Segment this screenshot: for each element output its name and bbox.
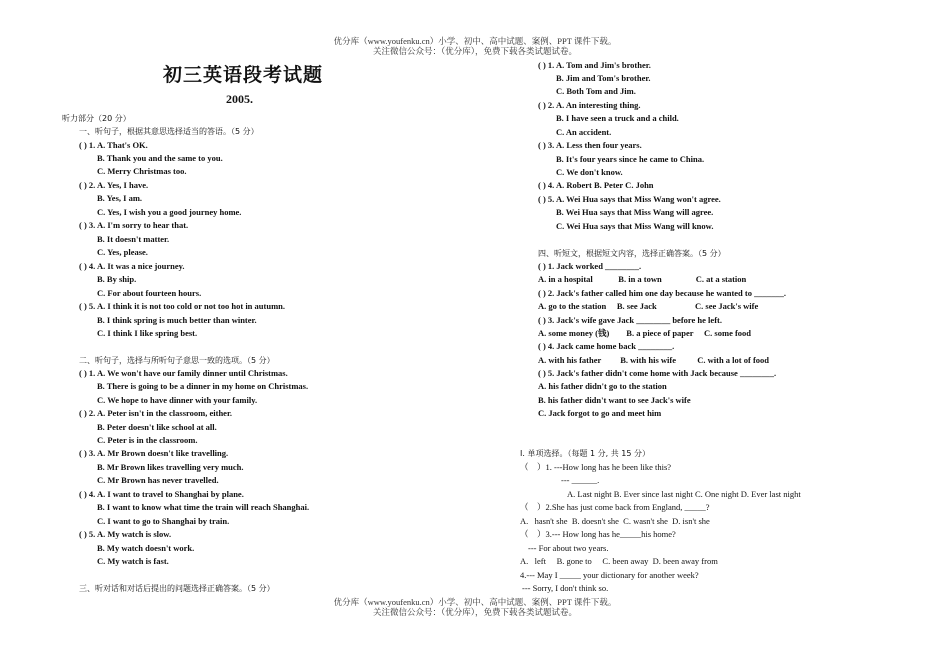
left-line: C. Mr Brown has never travelled. xyxy=(97,475,219,485)
left-line: B. Peter doesn't like school at all. xyxy=(97,422,217,432)
right-line: ( ) 4. A. Robert B. Peter C. John xyxy=(538,180,654,190)
right-line: ( ) 1. A. Tom and Jim's brother. xyxy=(538,60,651,70)
left-line: 二、听句子，选择与所听句子意思一致的选项。（5 分） xyxy=(79,356,275,365)
left-line: B. Thank you and the same to you. xyxy=(97,153,223,163)
right-line: ( ) 5. A. Wei Hua says that Miss Wang won't agree. xyxy=(538,194,721,204)
right-line: B. Jim and Tom's brother. xyxy=(556,73,651,83)
exam-title: 初三英语段考试题 xyxy=(163,64,324,86)
left-line: ( ) 1. A. That's OK. xyxy=(79,140,148,150)
right-line: ( ) 3. Jack's wife gave Jack ________ before he left. xyxy=(538,315,722,325)
left-line: ( ) 2. A. Peter isn't in the classroom, either. xyxy=(79,408,233,418)
left-line: C. Yes, I wish you a good journey home. xyxy=(97,207,242,217)
right-line: A. some money (钱) B. a piece of paper C. some food xyxy=(538,328,752,338)
left-line: B. By ship. xyxy=(97,274,137,284)
left-line: ( ) 4. A. It was a nice journey. xyxy=(79,261,185,271)
right-line: A. Last night B. Ever since last night C. One night D. Ever last night xyxy=(567,489,801,499)
left-line: C. We hope to have dinner with your family. xyxy=(97,395,258,405)
right-line: C. Both Tom and Jim. xyxy=(556,86,636,96)
right-line: C. Wei Hua says that Miss Wang will know. xyxy=(556,221,714,231)
right-line: ( ) 2. A. An interesting thing. xyxy=(538,100,641,110)
page-footer xyxy=(0,597,950,617)
right-line: ( ) 5. Jack's father didn't come home with Jack because ________. xyxy=(538,368,777,378)
left-line: B. There is going to be a dinner in my home on Christmas. xyxy=(97,381,309,391)
left-line: ( ) 1. A. We won't have our family dinner until Christmas. xyxy=(79,368,288,378)
right-line: ( ) 2. Jack's father called him one day because he wanted to _______. xyxy=(538,288,786,298)
right-line: A. hasn't she B. doesn't she C. wasn't she D. isn't she xyxy=(520,516,710,526)
left-line: B. I want to know what time the train will reach Shanghai. xyxy=(97,502,310,512)
right-line: ( ) 4. Jack came home back ________. xyxy=(538,341,675,351)
right-line: A. in a hospital B. in a town C. at a station xyxy=(538,274,747,284)
right-line: B. Wei Hua says that Miss Wang will agree. xyxy=(556,207,714,217)
left-line: C. I think I like spring best. xyxy=(97,328,198,338)
footer-line-2: 关注微信公众号：（优分库），免费下载各类试题试卷。 xyxy=(372,607,577,617)
right-line: B. It's four years since he came to China. xyxy=(556,154,705,164)
left-line: ( ) 5. A. I think it is not too cold or not too hot in autumn. xyxy=(79,301,285,311)
right-line: （ ）3.--- How long has he_____his home? xyxy=(520,529,676,539)
right-line: （ ）2.She has just come back from England, _____? xyxy=(520,502,710,512)
right-line: C. Jack forgot to go and meet him xyxy=(538,408,662,418)
left-line: ( ) 3. A. Mr Brown doesn't like travelling. xyxy=(79,448,229,458)
right-line: A. with his father B. with his wife C. with a lot of food xyxy=(538,355,770,365)
right-line: B. I have seen a truck and a child. xyxy=(556,113,679,123)
footer-line-1: 优分库（www.youfenku.cn）小学、初中、高中试题、案例、PPT 课件下载。 xyxy=(333,597,617,607)
right-line: ( ) 3. A. Less then four years. xyxy=(538,140,642,150)
left-line: C. My watch is fast. xyxy=(97,556,169,566)
left-line: C. Peter is in the classroom. xyxy=(97,435,198,445)
header-line-1: 优分库（www.youfenku.cn）小学、初中、高中试题、案例、PPT 课件下载。 xyxy=(333,36,617,46)
left-line: ( ) 4. A. I want to travel to Shanghai by plane. xyxy=(79,489,244,499)
right-line: I. 单项选择。（每题 1 分, 共 15 分） xyxy=(520,449,650,458)
right-line: --- Sorry, I don't think so. xyxy=(522,583,609,593)
right-line: C. An accident. xyxy=(556,127,612,137)
left-line: C. For about fourteen hours. xyxy=(97,288,202,298)
left-line: 听力部分（20 分） xyxy=(62,114,131,123)
left-line: ( ) 3. A. I'm sorry to hear that. xyxy=(79,220,189,230)
left-line: C. I want to go to Shanghai by train. xyxy=(97,516,230,526)
left-line: 一、听句子，根据其意思选择适当的答语。（5 分） xyxy=(79,127,259,136)
left-line: C. Merry Christmas too. xyxy=(97,166,187,176)
right-line: C. We don't know. xyxy=(556,167,623,177)
right-line: 四、听短文，根据短文内容，选择正确答案。（5 分） xyxy=(538,249,726,258)
right-line: A. left B. gone to C. been away D. been away from xyxy=(520,556,718,566)
right-line: --- For about two years. xyxy=(528,543,609,553)
left-line: C. Yes, please. xyxy=(97,247,148,257)
left-line: B. I think spring is much better than winter. xyxy=(97,315,257,325)
left-line: B. Mr Brown likes travelling very much. xyxy=(97,462,244,472)
right-line: （ ）1. ---How long has he been like this? xyxy=(520,462,672,472)
right-line: B. his father didn't want to see Jack's wife xyxy=(538,395,691,405)
left-line: B. Yes, I am. xyxy=(97,193,143,203)
page-header xyxy=(0,36,950,56)
right-line: A. go to the station B. see Jack C. see Jack's wife xyxy=(538,301,759,311)
left-line: 三、听对话和对话后提出的问题选择正确答案。（5 分） xyxy=(79,584,275,593)
exam-year: 2005. xyxy=(226,92,253,106)
left-line: ( ) 2. A. Yes, I have. xyxy=(79,180,149,190)
right-line: A. his father didn't go to the station xyxy=(538,381,667,391)
right-line: ( ) 1. Jack worked ________. xyxy=(538,261,642,271)
left-line: B. My watch doesn't work. xyxy=(97,543,195,553)
left-line: ( ) 5. A. My watch is slow. xyxy=(79,529,172,539)
left-line: B. It doesn't matter. xyxy=(97,234,170,244)
header-line-2: 关注微信公众号：（优分库），免费下载各类试题试卷。 xyxy=(372,46,577,56)
right-line: --- ______. xyxy=(561,475,600,485)
right-line: 4.--- May I _____ your dictionary for another week? xyxy=(520,570,699,580)
